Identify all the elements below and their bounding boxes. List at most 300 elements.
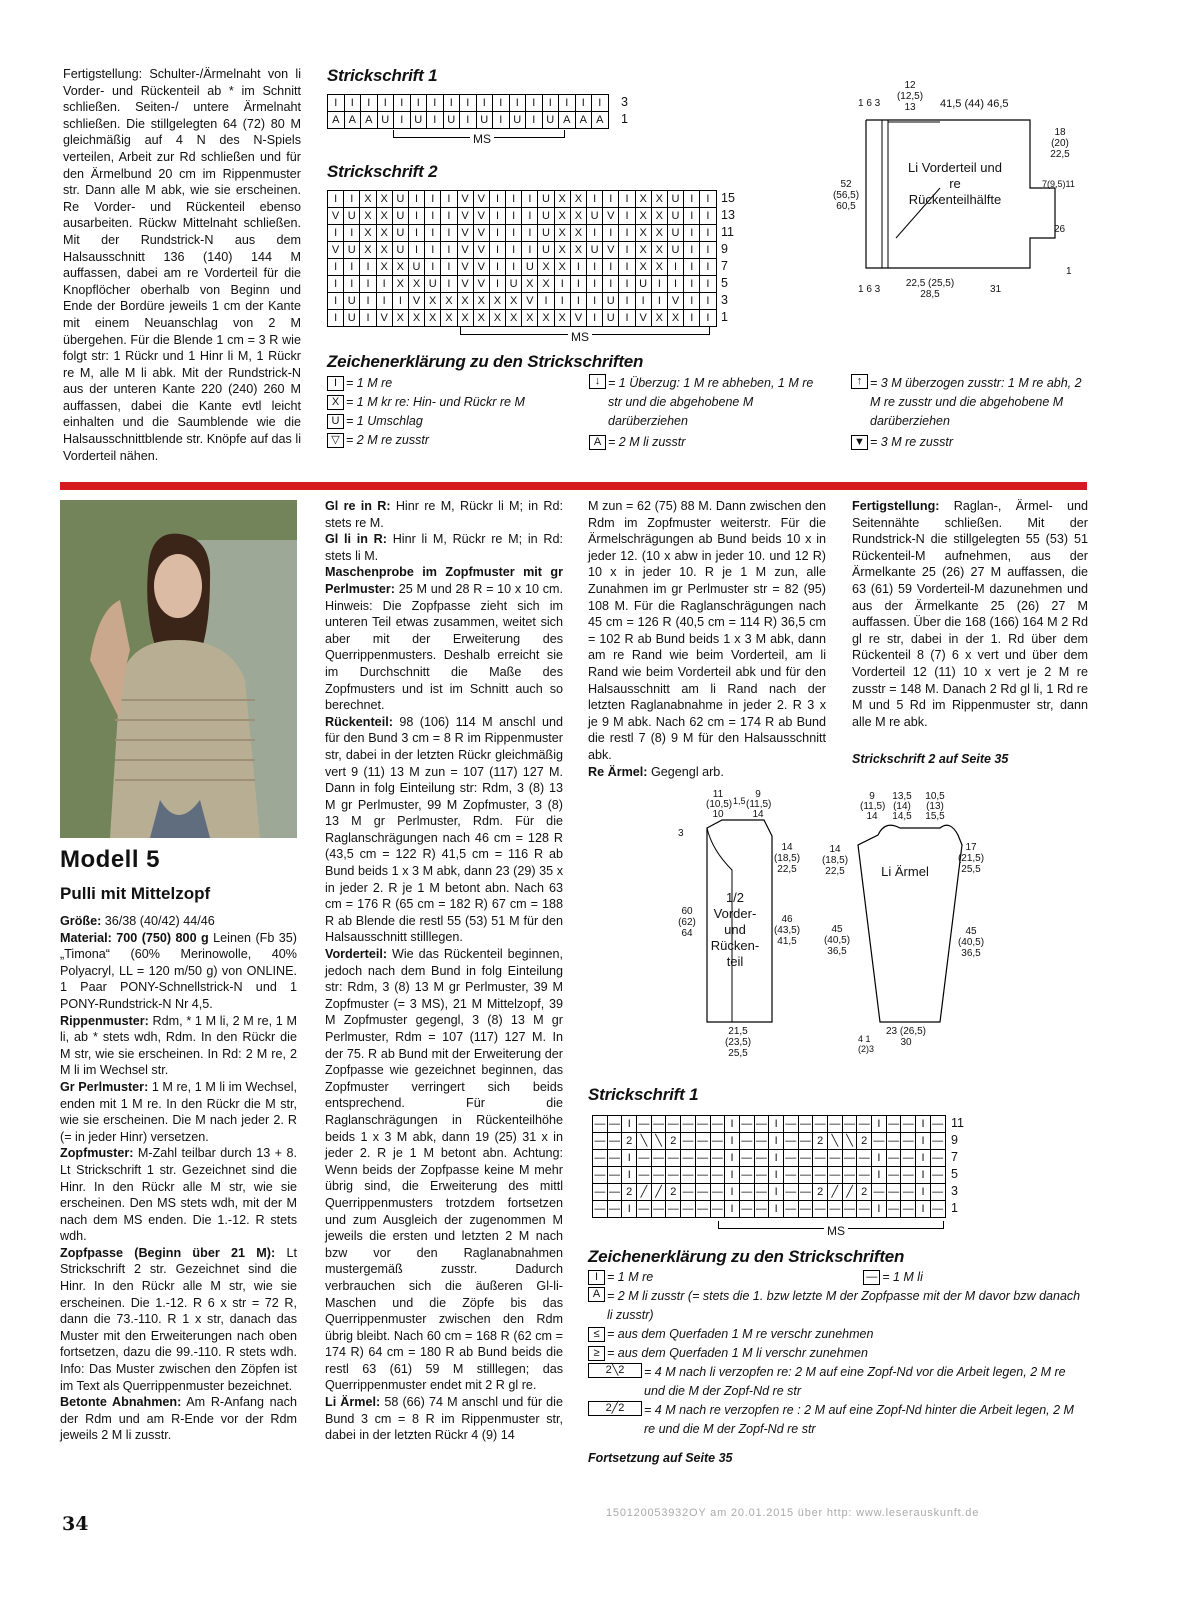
model-subtitle: Pulli mit Mittelzopf xyxy=(60,884,211,903)
chart-cell: I xyxy=(571,259,587,276)
chart-cell: — xyxy=(711,1184,726,1201)
chart-cell: I xyxy=(587,310,603,327)
schem2-dim: 14 (18,5) 22,5 xyxy=(821,844,849,877)
legend2-item xyxy=(588,1401,1088,1439)
knit-symbol-icon: I xyxy=(327,376,344,391)
chart-cell: — xyxy=(857,1201,872,1218)
finishing-paragraph: Fertigstellung: Schulter-/Ärmelnaht von li Vorder- und Rückenteil ab * im Schnitt schließen. Seiten-/ untere Ärmelnaht schließen. Die stillgelegten 64 (72) 80 M gleichmäßig auf 4 N des N-Spiels verteilen, Arbeit zur Rd schließen und für den Ärmelbund 20 cm im Rippenmuster str. Dann alle M abk, wie sie erscheinen. Re Vorder- und Rückenteil ebenso ausarbeiten. Rückw Mittelnaht schließen. Mit der Rundstrick-N aus dem Halsausschnitt 136 (140) 144 M auffassen, dabei am re Vorderteil für die Knopflöcher oberhalb von Beginn und Ende der Bordüre jeweils 1 cm der Kante mit einem Neuanschlag von 2 M übergehen. Für die Blende 1 cm = 3 R wie folgt str: 1 Rückr und 1 Hinr li M, 1 Rückr re M, alle M li abk. Mit der Rundstrick-N aus der unteren Kante 220 (240) 260 M auffassen, dabei die Kante evtl leicht einhalten und die Saumblende wie die Halsausschnittblende str. Knöpfe auf das li Vorderteil nähen. xyxy=(63,67,301,463)
chart-cell: — xyxy=(666,1116,681,1133)
chart-cell: — xyxy=(901,1184,916,1201)
chart-cell: I xyxy=(425,225,441,242)
chart-cell: — xyxy=(755,1201,770,1218)
chart3-rownum: 5 xyxy=(951,1167,958,1181)
chart-cell: — xyxy=(799,1150,814,1167)
chart-cell: — xyxy=(681,1133,696,1150)
legend-item xyxy=(851,374,1091,431)
chart-cell: X xyxy=(506,293,522,310)
schem2-dim: 45 (40,5) 36,5 xyxy=(957,926,985,959)
chart-cell: — xyxy=(637,1116,652,1133)
chart3 xyxy=(592,1115,946,1218)
chart3-rownums xyxy=(951,1115,964,1217)
chart-cell: ╱ xyxy=(652,1184,667,1201)
chart-cell: V xyxy=(474,191,490,208)
chart-cell: X xyxy=(441,293,457,310)
chart-cell: U xyxy=(538,208,554,225)
chart-cell: U xyxy=(538,242,554,259)
chart-cell: I xyxy=(427,112,444,129)
chart-cell: I xyxy=(769,1167,784,1184)
chart-cell: I xyxy=(444,95,461,112)
chart-cell: V xyxy=(668,293,684,310)
chart-cell: — xyxy=(887,1133,902,1150)
chart-cell: I xyxy=(555,293,571,310)
chart-cell: I xyxy=(409,208,425,225)
chart-cell: ╱ xyxy=(843,1184,858,1201)
chart-cell: X xyxy=(377,225,393,242)
chart-cell: I xyxy=(916,1184,931,1201)
schematic-top-dim: 18 (20) 22,5 xyxy=(1050,127,1070,160)
p2tog-symbol-icon: A xyxy=(588,1287,605,1302)
chart2-rownum: 9 xyxy=(721,242,728,256)
chart-cell: X xyxy=(506,310,522,327)
chart2-rownum: 3 xyxy=(721,293,728,307)
chart-cell: — xyxy=(872,1133,887,1150)
chart-cell: X xyxy=(377,242,393,259)
chart-cell: U xyxy=(393,225,409,242)
chart-cell: I xyxy=(328,225,344,242)
chart-cell: X xyxy=(425,293,441,310)
chart-cell: I xyxy=(619,276,635,293)
finishing-text-top xyxy=(63,66,301,464)
chart-cell: I xyxy=(361,95,378,112)
chart-cell: V xyxy=(474,276,490,293)
chart2-rownum: 1 xyxy=(721,310,728,324)
chart-cell: U xyxy=(477,112,494,129)
cable-left-symbol-icon: 2╲2 xyxy=(588,1363,642,1378)
chart-cell: X xyxy=(458,293,474,310)
chart-cell: V xyxy=(328,208,344,225)
chart-cell: U xyxy=(393,208,409,225)
chart-cell: — xyxy=(711,1167,726,1184)
schem2-dim: 60 (62) 64 xyxy=(678,906,696,939)
schem2-dim: 14 (18,5) 22,5 xyxy=(773,842,801,875)
legend-item xyxy=(327,393,577,412)
knit-symbol-icon: I xyxy=(588,1270,605,1285)
chart-cell: — xyxy=(666,1150,681,1167)
chart-cell: X xyxy=(652,310,668,327)
chart-cell: — xyxy=(696,1116,711,1133)
chart-cell: X xyxy=(555,259,571,276)
chart-cell: X xyxy=(393,276,409,293)
purl-symbol-icon: — xyxy=(863,1270,880,1285)
chart-cell: U xyxy=(668,225,684,242)
chart-cell: A xyxy=(328,112,345,129)
chart-cell: I xyxy=(725,1133,740,1150)
chart3-title: Strickschrift 1 xyxy=(588,1085,699,1104)
chart-cell: — xyxy=(828,1167,843,1184)
chart-cell: I xyxy=(700,259,716,276)
chart-cell: A xyxy=(345,112,362,129)
legend-text: = 4 M nach li verzopfen re: 2 M auf eine Zopf-Nd vor die Arbeit legen, 2 M re und die M der Zopf-Nd re str xyxy=(644,1365,1066,1398)
chart3-rownum: 7 xyxy=(951,1150,958,1164)
chart-cell: I xyxy=(328,310,344,327)
chart-cell: V xyxy=(571,310,587,327)
chart2-rownum: 5 xyxy=(721,276,728,290)
chart-cell: — xyxy=(799,1167,814,1184)
chart-cell: — xyxy=(828,1201,843,1218)
chart-cell: X xyxy=(474,293,490,310)
chart-cell: V xyxy=(409,293,425,310)
chart2-grid xyxy=(327,190,717,327)
chart-cell: 2 xyxy=(857,1133,872,1150)
section-divider xyxy=(60,482,1087,490)
instructions-col4 xyxy=(852,498,1088,730)
model-photo-illustration xyxy=(60,500,297,838)
chart-cell: V xyxy=(474,259,490,276)
k3tog-symbol-icon: ▼ xyxy=(851,435,868,450)
legend-text: = 2 M li zusstr xyxy=(608,435,686,449)
chart-cell: I xyxy=(684,242,700,259)
chart-cell: I xyxy=(916,1201,931,1218)
legend2-item xyxy=(588,1325,1088,1344)
chart1 xyxy=(327,94,609,129)
chart-cell: — xyxy=(652,1201,667,1218)
chart1-grid xyxy=(327,94,609,129)
schematic-top-dim: 26 xyxy=(1054,224,1066,235)
chart-cell: U xyxy=(668,242,684,259)
p2tog-symbol-icon: A xyxy=(589,435,606,450)
chart-cell: — xyxy=(593,1201,608,1218)
chart-cell: I xyxy=(522,225,538,242)
chart-cell: I xyxy=(769,1150,784,1167)
chart-cell: — xyxy=(696,1133,711,1150)
chart1-ms-label: MS xyxy=(470,132,494,146)
chart-cell: — xyxy=(799,1133,814,1150)
schem2-dim: 13,5 (14) 14,5 xyxy=(892,791,912,822)
chart-cell: I xyxy=(872,1150,887,1167)
legend-text: = 1 M kr re: Hin- und Rückr re M xyxy=(346,395,525,409)
chart-cell: X xyxy=(393,310,409,327)
chart-cell: — xyxy=(843,1167,858,1184)
chart-cell: — xyxy=(740,1167,755,1184)
chart-cell: I xyxy=(506,191,522,208)
chart-cell: I xyxy=(700,208,716,225)
instructions-col1 xyxy=(60,913,297,1444)
chart-cell: X xyxy=(360,242,376,259)
chart-cell: — xyxy=(828,1116,843,1133)
chart-cell: — xyxy=(637,1150,652,1167)
schematic-top-dim: 52 (56,5) 60,5 xyxy=(832,179,860,212)
legend-text: = 1 M re xyxy=(346,376,393,390)
chart-cell: A xyxy=(576,112,593,129)
chart-cell: — xyxy=(608,1201,623,1218)
chart-cell: X xyxy=(538,276,554,293)
cable-right-symbol-icon: 2╱2 xyxy=(588,1401,642,1416)
chart-cell: I xyxy=(425,242,441,259)
chart-cell: — xyxy=(608,1150,623,1167)
legend-col2 xyxy=(589,374,829,452)
chart3-grid xyxy=(592,1115,946,1218)
chart-cell: X xyxy=(377,191,393,208)
chart-cell: I xyxy=(526,95,543,112)
chart-cell: X xyxy=(555,191,571,208)
chart-cell: — xyxy=(931,1184,946,1201)
chart2-rownum: 15 xyxy=(721,191,735,205)
chart-cell: I xyxy=(576,95,593,112)
chart-cell: ╲ xyxy=(652,1133,667,1150)
chart-cell: — xyxy=(593,1150,608,1167)
schem2-dim: 45 (40,5) 36,5 xyxy=(823,924,851,957)
chart-cell: — xyxy=(755,1116,770,1133)
chart-cell: I xyxy=(328,95,345,112)
chart-cell: — xyxy=(755,1133,770,1150)
chart-cell: I xyxy=(668,259,684,276)
schematic-top-dim: 12 (12,5) 13 xyxy=(896,80,924,113)
chart-cell: I xyxy=(510,95,527,112)
chart-cell: X xyxy=(571,208,587,225)
chart-cell: X xyxy=(360,208,376,225)
chart-cell: U xyxy=(425,276,441,293)
chart-cell: I xyxy=(425,191,441,208)
chart-cell: 2 xyxy=(666,1184,681,1201)
chart-cell: U xyxy=(538,191,554,208)
chart-cell: I xyxy=(571,276,587,293)
chart-cell: I xyxy=(587,276,603,293)
chart-cell: I xyxy=(619,208,635,225)
chart-cell: X xyxy=(409,276,425,293)
chart-cell: — xyxy=(887,1116,902,1133)
chart-cell: I xyxy=(328,293,344,310)
chart-cell: — xyxy=(931,1201,946,1218)
chart2-ms-label: MS xyxy=(568,330,592,344)
chart-cell: I xyxy=(490,208,506,225)
chart-cell: I xyxy=(394,112,411,129)
chart-cell: — xyxy=(755,1184,770,1201)
chart-cell: V xyxy=(603,208,619,225)
chart-cell: V xyxy=(603,242,619,259)
chart-cell: I xyxy=(522,242,538,259)
legend-col1 xyxy=(327,374,577,450)
chart-cell: I xyxy=(344,191,360,208)
model-heading: Modell 5 xyxy=(60,846,161,873)
chart-cell: I xyxy=(328,259,344,276)
chart-cell: I xyxy=(460,112,477,129)
legend-title: Zeichenerklärung zu den Strickschriften xyxy=(327,352,644,371)
chart-cell: — xyxy=(755,1167,770,1184)
chart-cell: U xyxy=(522,259,538,276)
chart-cell: — xyxy=(637,1201,652,1218)
chart-cell: I xyxy=(493,112,510,129)
chart-cell: I xyxy=(916,1116,931,1133)
chart-cell: U xyxy=(636,276,652,293)
chart-cell: — xyxy=(901,1201,916,1218)
chart-cell: I xyxy=(360,310,376,327)
chart-cell: — xyxy=(696,1167,711,1184)
legend-item xyxy=(589,374,829,431)
instruction-paragraph: Betonte Abnahmen: Am R-Anfang nach der Rdm und am R-Ende vor der Rdm jeweils 2 M li zusstr. xyxy=(60,1395,297,1443)
chart-cell: I xyxy=(378,95,395,112)
chart-cell: I xyxy=(684,293,700,310)
legend-item xyxy=(327,431,577,450)
chart-cell: I xyxy=(652,293,668,310)
chart-cell: I xyxy=(622,1201,637,1218)
schem2-dim: 17 (21,5) 25,5 xyxy=(957,842,985,875)
chart-cell: I xyxy=(477,95,494,112)
schematic-top-dim: 1 6 3 xyxy=(858,98,881,109)
chart-cell: I xyxy=(725,1201,740,1218)
chart-cell: I xyxy=(377,293,393,310)
chart-cell: X xyxy=(360,225,376,242)
chart-cell: V xyxy=(458,225,474,242)
chart-cell: — xyxy=(901,1133,916,1150)
chart-cell: I xyxy=(409,225,425,242)
chart-cell: — xyxy=(931,1167,946,1184)
chart-cell: I xyxy=(441,191,457,208)
chart1-rownum: 3 xyxy=(621,95,628,109)
legend2-title: Zeichenerklärung zu den Strickschriften xyxy=(588,1247,905,1266)
m1-purl-symbol-icon: ≥ xyxy=(588,1346,605,1361)
legend-item xyxy=(589,433,829,452)
chart-cell: I xyxy=(394,95,411,112)
schem2-dim: 9 (11,5) 14 xyxy=(746,789,772,820)
watermark-text: 150120053932OY am 20.01.2015 über http: www.leserauskunft.de xyxy=(606,1507,980,1519)
chart-cell: I xyxy=(684,259,700,276)
sleeve-outline xyxy=(858,825,962,1022)
chart-cell: X xyxy=(458,310,474,327)
chart-cell: V xyxy=(377,310,393,327)
chart3-rownum: 3 xyxy=(951,1184,958,1198)
chart-cell: X xyxy=(555,242,571,259)
yarnover-symbol-icon: U xyxy=(327,414,344,429)
schem2-dim: 1,5 xyxy=(733,796,746,806)
chart-cell: X xyxy=(636,225,652,242)
chart-cell: X xyxy=(377,208,393,225)
chart-cell: — xyxy=(843,1201,858,1218)
chart-cell: I xyxy=(490,276,506,293)
chart-cell: I xyxy=(622,1167,637,1184)
chart-cell: — xyxy=(711,1201,726,1218)
chart-cell: I xyxy=(522,208,538,225)
chart-cell: X xyxy=(555,310,571,327)
chart-cell: X xyxy=(409,310,425,327)
chart-cell: V xyxy=(474,242,490,259)
chart-cell: — xyxy=(813,1150,828,1167)
chart-cell: X xyxy=(377,259,393,276)
chart-cell: I xyxy=(636,293,652,310)
schematic-top-label: Li Vorderteil und re Rückenteilhälfte xyxy=(908,160,1002,207)
chart-cell: X xyxy=(555,225,571,242)
chart2-rownums xyxy=(721,190,735,326)
chart-cell: U xyxy=(393,191,409,208)
chart-cell: I xyxy=(684,208,700,225)
page-number: 34 xyxy=(62,1513,89,1535)
chart-cell: I xyxy=(409,242,425,259)
instruction-paragraph: Rückenteil: 98 (106) 114 M anschl und für den Bund 3 cm = 8 R im Rippenmuster str, dabei in der letzten Rückr gleichmäßig vert 9 (11) 13 M zun = 107 (117) 127 M. Dann in folg Einteilung str: Rdm, 3 (8) 13 M gr Perlmuster, 99 M Zopfmuster, 3 (8) 13 M gr Perlmuster, Rdm. Für die Raglanschrägungen nach 46 cm = 128 R (43,5 cm = 122 R) 41,5 cm = 116 R ab Bund beids 1 x 3 M abk, dann 23 (29) 35 x in jeder 2. R je 1 M betont abn. Nach 63 cm = 176 R (65 cm = 182 R) 67 cm = 188 R ab Blende die restl 55 (53) 51 M für den Halsausschnitt stilllegen. xyxy=(325,714,563,945)
chart-cell: U xyxy=(538,225,554,242)
chart-cell: I xyxy=(619,225,635,242)
chart-cell: U xyxy=(344,242,360,259)
instruction-paragraph: Gr Perlmuster: 1 M re, 1 M li im Wechsel, enden mit 1 M re. In den Rückr die M str, wie sie erscheinen. Die M nach jeder 2. R (= in jeder Hinr) versetzen. xyxy=(60,1079,298,1144)
chart-cell: I xyxy=(559,95,576,112)
chart-cell: V xyxy=(458,259,474,276)
chart-cell: V xyxy=(636,310,652,327)
chart-cell: I xyxy=(344,259,360,276)
chart-cell: X xyxy=(636,191,652,208)
chart-cell: I xyxy=(916,1150,931,1167)
legend2-item xyxy=(588,1268,1088,1287)
chart-cell: I xyxy=(700,276,716,293)
chart2-rownum: 11 xyxy=(721,225,734,239)
chart-cell: I xyxy=(425,259,441,276)
chart-cell: — xyxy=(799,1201,814,1218)
legend-text: = aus dem Querfaden 1 M li verschr zunehmen xyxy=(607,1346,868,1360)
chart-cell: I xyxy=(668,276,684,293)
chart-cell: X xyxy=(522,310,538,327)
chart-cell: U xyxy=(603,310,619,327)
chart-cell: — xyxy=(681,1201,696,1218)
chart-cell: I xyxy=(377,276,393,293)
chart-cell: — xyxy=(784,1184,799,1201)
chart-cell: — xyxy=(740,1133,755,1150)
chart-cell: V xyxy=(458,276,474,293)
chart-cell: U xyxy=(668,191,684,208)
chart-cell: X xyxy=(555,208,571,225)
chart-cell: — xyxy=(637,1167,652,1184)
chart1-rownums xyxy=(621,94,628,128)
chart-cell: — xyxy=(696,1201,711,1218)
instruction-paragraph: M zun = 62 (75) 88 M. Dann zwischen den Rdm im Zopfmuster weiterstr. Für die Ärmelschrägungen ab Bund beids 10 x in jeder 12. (10 x abw in jeder 10. und 12 R) 10 x in jeder 10. R je 1 M zun, alle Zunahmen im gr Perlmuster str = 82 (95) 108 M. Für die Raglanschrägungen nach 45 cm = 126 R (40,5 cm = 114 R) 36,5 cm = 102 R ab Bund beids 1 x 3 M abk, dann am re Rand wie beim Vorderteil, am li Rand wie beim Vorderteil abk und für den Halsausschnitt am li Rand nach der letzten Raglanabnahme in jeder 2. R 3 x je 9 M abk. Nach 62 cm = 174 R ab Bund die restl 7 (8) 9 M für den Halsausschnitt abk. xyxy=(588,499,826,762)
chart-cell: U xyxy=(411,112,428,129)
instruction-paragraph: Zopfpasse (Beginn über 21 M): Lt Strickschrift 2 str. Gezeichnet sind die Hinr. In den Rückr alle M str, wie sie erscheinen. Die 1.-12. R 6 x str = 72 R, dann die 73.-110. R 1 x str, danach das Muster mit den Erweiterungen nach oben fortsetzen, dazu die 99.-110. R stets wdh. Info: Das Muster zwischen den Zöpfen ist im Text als Querrippenmuster bezeichnet. xyxy=(60,1245,297,1393)
chart-cell: — xyxy=(696,1184,711,1201)
chart-cell: — xyxy=(593,1184,608,1201)
chart-cell: — xyxy=(666,1201,681,1218)
chart-cell: — xyxy=(887,1167,902,1184)
chart-cell: I xyxy=(441,208,457,225)
chart-cell: — xyxy=(652,1150,667,1167)
chart-cell: 2 xyxy=(813,1133,828,1150)
chart-cell: X xyxy=(652,259,668,276)
chart-cell: I xyxy=(622,1116,637,1133)
chart-cell: X xyxy=(571,242,587,259)
chart-cell: — xyxy=(681,1116,696,1133)
chart-cell: — xyxy=(784,1150,799,1167)
chart-cell: I xyxy=(872,1167,887,1184)
chart-cell: — xyxy=(887,1184,902,1201)
chart-cell: I xyxy=(345,95,362,112)
chart-cell: — xyxy=(784,1133,799,1150)
chart-cell: — xyxy=(755,1150,770,1167)
chart-cell: U xyxy=(344,310,360,327)
chart3-rownum: 9 xyxy=(951,1133,958,1147)
chart-cell: I xyxy=(490,225,506,242)
chart-cell: I xyxy=(619,242,635,259)
chart-cell: — xyxy=(887,1150,902,1167)
chart3-rownum: 1 xyxy=(951,1201,958,1215)
chart-cell: U xyxy=(393,242,409,259)
instruction-paragraph: Fertigstellung: Raglan-, Ärmel- und Seitennähte schließen. Mit der Rundstrick-N die stillgelegten 55 (53) 51 Rückenteil-M aufnehmen, aus der Ärmelkante 25 (26) 27 M auffassen, die 63 (61) 59 Vorderteil-M dazunehmen und aus der Ärmelkante 25 (26) 27 M auffassen. Über die 168 (166) 164 M 2 Rd gl re str, dabei in der 1. Rd über dem Rückenteil 8 (7) 6 x vert und über dem Vorderteil 12 (11) 10 x vert je 2 M re zusstr = 148 M. Danach 2 Rd gl li, 1 Rd re M und 5 Rd im Rippenmuster str, dann alle M re abk. xyxy=(852,499,1088,729)
chart-cell: I xyxy=(460,95,477,112)
chart-cell: X xyxy=(441,310,457,327)
chart-cell: I xyxy=(571,293,587,310)
chart-cell: I xyxy=(344,276,360,293)
schem2-dim: 46 (43,5) 41,5 xyxy=(773,914,801,947)
chart-cell: I xyxy=(587,259,603,276)
chart-cell: I xyxy=(603,191,619,208)
chart-cell: — xyxy=(887,1201,902,1218)
chart2-title: Strickschrift 2 xyxy=(327,162,438,181)
chart-cell: I xyxy=(344,225,360,242)
